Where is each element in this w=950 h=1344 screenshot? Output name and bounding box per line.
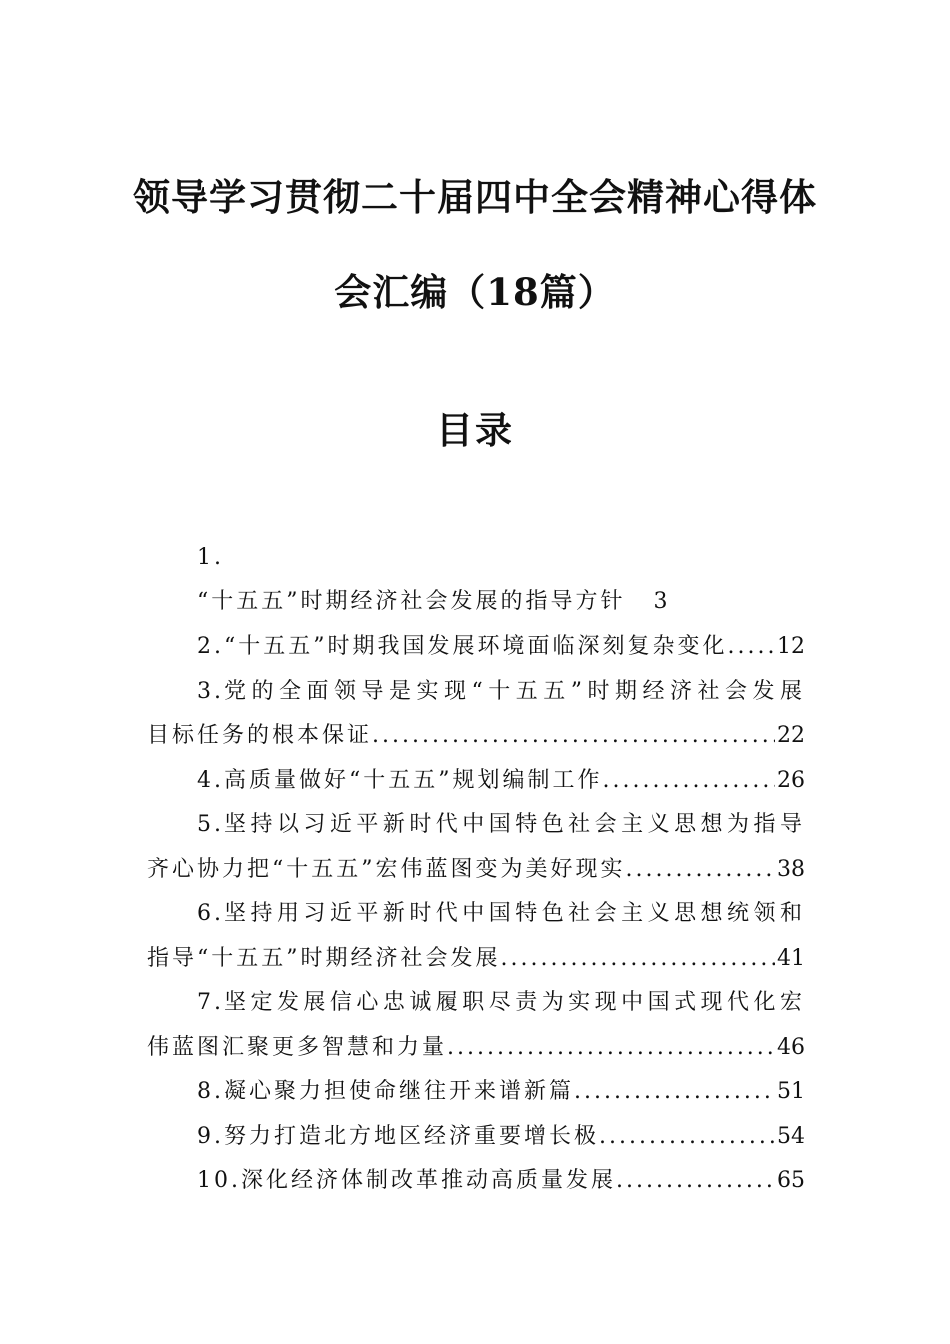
toc-entry-10[interactable] (147, 1164, 805, 1198)
toc-entry-title: 努力打造北方地区经济重要增长极 (224, 1124, 600, 1149)
toc-entry-6-line-2[interactable] (147, 942, 805, 976)
toc-leader-dots (728, 630, 776, 664)
toc-entry-title-line-2: 齐心协力把“十五五”宏伟蓝图变为美好现实 (147, 857, 626, 882)
toc-entry-number: 1. (197, 545, 224, 570)
toc-entry-7-line-2[interactable] (147, 1031, 805, 1065)
toc-entry-title-line-2: 伟蓝图汇聚更多智慧和力量 (147, 1035, 448, 1060)
toc-entry-page: 38 (777, 857, 805, 882)
toc-entry-5-line-1[interactable] (147, 808, 805, 842)
toc-entry-2[interactable] (147, 630, 805, 664)
toc-entry-5-line-2[interactable] (147, 853, 805, 887)
toc-entry-3-line-2[interactable] (147, 719, 805, 753)
toc-leader-dots (372, 719, 775, 753)
toc-entry-title: “十五五”时期我国发展环境面临深刻复杂变化 (224, 634, 728, 659)
toc-leader-dots (626, 853, 776, 887)
toc-leader-dots (501, 942, 776, 976)
toc-entry-1-number[interactable] (147, 541, 805, 575)
toc-entry-1[interactable] (147, 585, 805, 619)
toc-entry-page: 41 (777, 946, 805, 971)
document-title-line-2: 会汇编（18篇） (334, 270, 616, 314)
toc-entry-page: 3 (653, 589, 668, 614)
toc-entry-3-line-1[interactable] (147, 675, 805, 709)
toc-leader-dots (574, 1075, 775, 1109)
toc-entry-8[interactable] (147, 1075, 805, 1109)
toc-entry-number: 2. (197, 634, 224, 659)
toc-entry-number: 4. (197, 768, 224, 793)
toc-entry-9[interactable] (147, 1120, 805, 1154)
toc-entry-title-line-2: 目标任务的根本保证 (147, 723, 373, 748)
toc-entry-title: 深化经济体制改革推动高质量发展 (241, 1168, 617, 1193)
toc-heading: 目录 (436, 408, 514, 452)
toc-entry-number: 3. (197, 679, 224, 704)
toc-entry-page: 46 (777, 1035, 805, 1060)
toc-entry-7-line-1[interactable] (147, 986, 805, 1020)
toc-leader-dots (603, 764, 776, 798)
toc-entry-6-line-1[interactable] (147, 897, 805, 931)
toc-entry-number: 10. (197, 1168, 241, 1193)
toc-entry-page: 22 (777, 723, 805, 748)
toc-entry-page: 26 (777, 768, 805, 793)
toc-leader-dots (447, 1031, 775, 1065)
toc-entry-title-line-1: 坚持用习近平新时代中国特色社会主义思想统领和 (224, 901, 805, 926)
toc-entry-4[interactable] (147, 764, 805, 798)
toc-entry-title: 高质量做好“十五五”规划编制工作 (224, 768, 603, 793)
toc-entry-number: 9. (197, 1124, 224, 1149)
toc-entry-title: “十五五”时期经济社会发展的指导方针 (197, 589, 626, 614)
toc-entry-page: 51 (777, 1079, 805, 1104)
toc-entry-title-line-1: 坚持以习近平新时代中国特色社会主义思想为指导 (224, 812, 805, 837)
toc-entry-number: 7. (197, 990, 224, 1015)
toc-entry-number: 6. (197, 901, 224, 926)
toc-entry-title-line-2: 指导“十五五”时期经济社会发展 (147, 946, 501, 971)
toc-entry-title-line-1: 坚定发展信心忠诚履职尽责为实现中国式现代化宏 (224, 990, 805, 1015)
toc-leader-dots (599, 1120, 775, 1154)
toc-entry-title: 凝心聚力担使命继往开来谱新篇 (224, 1079, 575, 1104)
toc-entry-number: 8. (197, 1079, 224, 1104)
toc-entry-page: 65 (777, 1168, 805, 1193)
toc-entry-page: 54 (777, 1124, 805, 1149)
toc-entry-page: 12 (777, 634, 805, 659)
toc-leader-dots (616, 1164, 775, 1198)
toc-entry-number: 5. (197, 812, 224, 837)
document-title-line-1: 领导学习贯彻二十届四中全会精神心得体 (133, 175, 817, 219)
toc-entry-title-line-1: 党的全面领导是实现“十五五”时期经济社会发展 (224, 679, 805, 704)
